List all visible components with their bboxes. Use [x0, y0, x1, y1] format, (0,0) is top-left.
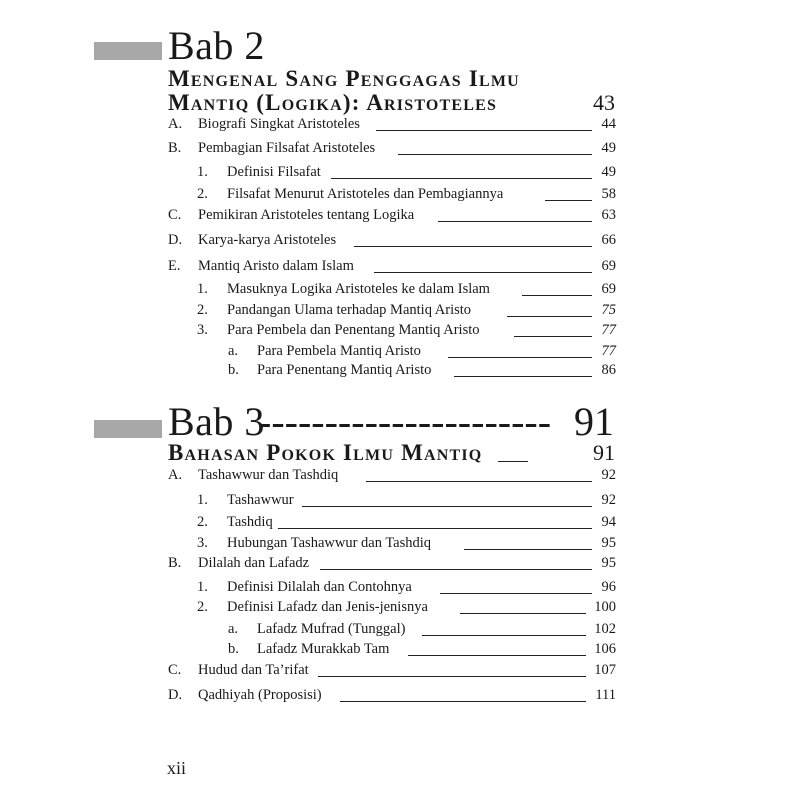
entry-text: Masuknya Logika Aristoteles ke dalam Islam	[227, 281, 490, 297]
entry-text: Karya-karya Aristoteles	[198, 232, 337, 248]
entry-text: Hubungan Tashawwur dan Tashdiq	[227, 535, 432, 551]
entry-text: Dilalah dan Lafadz	[198, 555, 310, 571]
toc-entry[interactable]	[168, 320, 616, 340]
leader-line	[374, 272, 592, 273]
entry-label: A.	[168, 467, 183, 483]
toc-entry[interactable]	[168, 230, 616, 250]
toc-entry[interactable]	[168, 341, 616, 361]
entry-text: Pembagian Filsafat Aristoteles	[198, 140, 376, 156]
toc-entry[interactable]	[168, 360, 616, 380]
chapter-3-title: Bahasan Pokok Ilmu Mantiq	[168, 440, 483, 465]
chapter-2-page: 43	[593, 90, 615, 115]
toc-entry[interactable]	[168, 490, 616, 510]
toc-entry[interactable]	[168, 533, 616, 553]
entry-label: D.	[168, 687, 183, 703]
entry-label: C.	[168, 662, 182, 678]
entry-page: 69	[601, 281, 616, 297]
toc-entry[interactable]	[168, 553, 616, 573]
entry-label: C.	[168, 207, 182, 223]
entry-text: Tashawwur	[227, 492, 294, 508]
chapter-3-heading-page: 91	[574, 399, 614, 444]
entry-page: 86	[601, 362, 616, 378]
entry-text: Definisi Dilalah dan Contohnya	[227, 579, 412, 595]
entry-label: a.	[228, 343, 239, 359]
leader-line	[340, 701, 586, 702]
toc-entry[interactable]	[168, 512, 616, 532]
entry-text: Definisi Lafadz dan Jenis-jenisnya	[227, 599, 428, 615]
entry-text: Lafadz Murakkab Tam	[257, 641, 390, 657]
chapter-2-heading: Bab 2	[168, 23, 265, 68]
leader-line	[522, 295, 592, 296]
chapter-2-title-line-2: Mantiq (Logika): Aristoteles	[168, 90, 498, 115]
entry-label: 3.	[197, 322, 208, 338]
entry-label: 1.	[197, 492, 208, 508]
entry-text: Pandangan Ulama terhadap Mantiq Aristo	[227, 302, 472, 318]
leader-line	[318, 676, 586, 677]
entry-page: 107	[594, 662, 616, 678]
entry-text: Para Pembela dan Penentang Mantiq Aristo	[227, 322, 480, 338]
chapter-2-title-line-1: Mengenal Sang Penggagas Ilmu	[168, 66, 520, 91]
entry-page: 92	[601, 492, 616, 508]
entry-label: 2.	[197, 302, 208, 318]
entry-page: 49	[601, 140, 616, 156]
entry-text: Biografi Singkat Aristoteles	[198, 116, 360, 132]
entry-page: 95	[601, 535, 616, 551]
toc-entry[interactable]	[168, 597, 616, 617]
entry-label: b.	[228, 362, 239, 378]
entry-page: 77	[601, 322, 616, 338]
entry-page: 111	[595, 687, 616, 703]
entry-page: 77	[601, 343, 616, 359]
entry-page: 95	[601, 555, 616, 571]
toc-entry[interactable]	[168, 184, 616, 204]
leader-line	[278, 528, 592, 529]
toc-entry[interactable]	[168, 465, 616, 485]
toc-entry[interactable]	[168, 577, 616, 597]
entry-label: a.	[228, 621, 239, 637]
leader-line	[320, 569, 592, 570]
chapter-3-title-underline	[498, 461, 528, 462]
entry-text: Tashawwur dan Tashdiq	[198, 467, 339, 483]
chapter-2-marker-bar	[94, 42, 162, 60]
leader-line	[507, 316, 592, 317]
toc-entry[interactable]	[168, 205, 616, 225]
entry-label: 1.	[197, 281, 208, 297]
entry-text: Para Pembela Mantiq Aristo	[257, 343, 421, 359]
toc-entry[interactable]	[168, 660, 616, 680]
toc-entry[interactable]	[168, 685, 616, 705]
entry-page: 58	[601, 186, 616, 202]
leader-line	[398, 154, 592, 155]
chapter-3-heading: Bab 3	[168, 399, 265, 444]
entry-text: Pemikiran Aristoteles tentang Logika	[198, 207, 415, 223]
chapter-3-page: 91	[593, 440, 615, 465]
entry-page: 63	[601, 207, 616, 223]
entry-label: B.	[168, 140, 182, 156]
entry-page: 100	[594, 599, 616, 615]
entry-label: A.	[168, 116, 183, 132]
leader-line	[460, 613, 586, 614]
entry-page: 75	[601, 302, 616, 318]
chapter-3-marker-bar	[94, 420, 162, 438]
toc-entry[interactable]	[168, 639, 616, 659]
leader-line	[408, 655, 586, 656]
entry-page: 94	[601, 514, 616, 530]
entry-label: 2.	[197, 514, 208, 530]
entry-text: Tashdiq	[227, 514, 273, 530]
leader-line	[376, 130, 592, 131]
entry-text: Qadhiyah (Proposisi)	[198, 687, 322, 703]
leader-line	[440, 593, 592, 594]
entry-text: Mantiq Aristo dalam Islam	[198, 258, 354, 274]
leader-line	[448, 357, 592, 358]
entry-page: 92	[601, 467, 616, 483]
toc-entry[interactable]	[168, 279, 616, 299]
entry-text: Para Penentang Mantiq Aristo	[257, 362, 432, 378]
entry-label: D.	[168, 232, 183, 248]
entry-label: 1.	[197, 164, 208, 180]
entry-page: 106	[594, 641, 616, 657]
entry-label: b.	[228, 641, 239, 657]
leader-line	[422, 635, 586, 636]
entry-page: 44	[601, 116, 616, 132]
entry-label: 3.	[197, 535, 208, 551]
leader-line	[302, 506, 592, 507]
toc-entry[interactable]	[168, 619, 616, 639]
entry-text: Lafadz Mufrad (Tunggal)	[257, 621, 406, 637]
entry-page: 49	[601, 164, 616, 180]
toc-entry[interactable]	[168, 256, 616, 276]
entry-label: B.	[168, 555, 182, 571]
leader-line	[438, 221, 592, 222]
entry-label: E.	[168, 258, 181, 274]
leader-line	[354, 246, 592, 247]
leader-line	[454, 376, 592, 377]
chapter-3-dash-leader: ----------------------	[258, 399, 552, 444]
toc-entry[interactable]	[168, 138, 616, 158]
entry-page: 96	[601, 579, 616, 595]
leader-line	[464, 549, 592, 550]
entry-label: 1.	[197, 579, 208, 595]
entry-page: 102	[594, 621, 616, 637]
leader-line	[366, 481, 592, 482]
toc-entry[interactable]	[168, 114, 616, 134]
page-number: xii	[167, 758, 187, 778]
toc-entry[interactable]	[168, 300, 616, 320]
entry-page: 69	[601, 258, 616, 274]
entry-text: Definisi Filsafat	[227, 164, 321, 180]
leader-line	[514, 336, 592, 337]
entry-page: 66	[601, 232, 616, 248]
leader-line	[545, 200, 592, 201]
entry-label: 2.	[197, 599, 208, 615]
entry-label: 2.	[197, 186, 208, 202]
leader-line	[331, 178, 592, 179]
toc-entry[interactable]	[168, 162, 616, 182]
entry-text: Hudud dan Ta’rifat	[198, 662, 309, 678]
entry-text: Filsafat Menurut Aristoteles dan Pembagiannya	[227, 186, 504, 202]
